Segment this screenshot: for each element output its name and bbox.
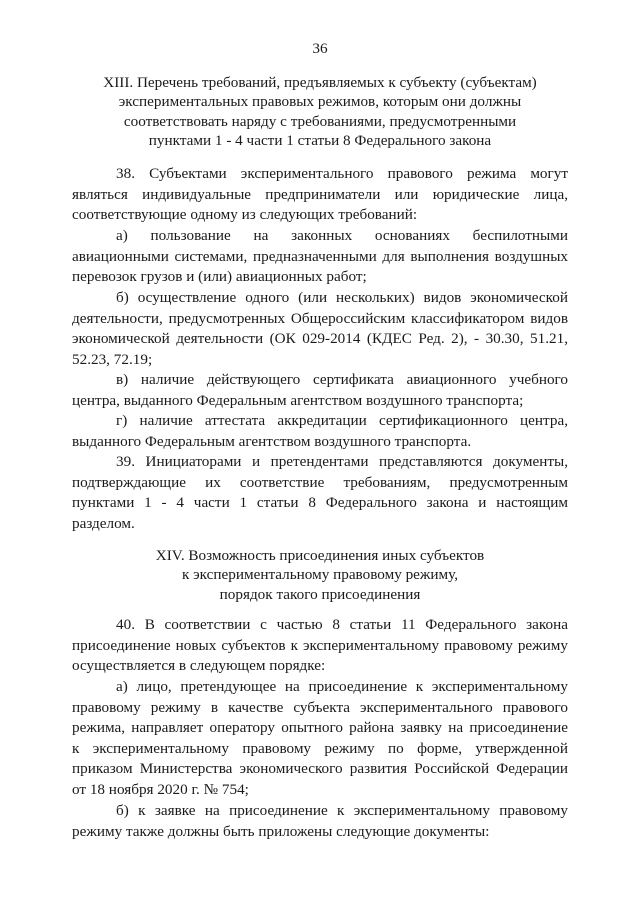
paragraph-40-b [72,801,568,842]
text-line: подтверждающие их соответствие требованиям, предусмотренным [72,473,568,491]
paragraph-38-a [72,226,568,288]
text-line: 38. Субъектами экспериментального правового режима могут [116,165,568,182]
text-line: режиму также должны быть приложены следующие документы: [72,822,490,840]
text-line: присоединение новых субъектов к экспериментальному правовому режиму [72,636,568,654]
text-line: центра, выданного Федеральным агентством воздушного транспорта; [72,391,524,409]
text-line: авиационными системами, предназначенными для выполнения воздушных [72,247,568,265]
section-14-heading [70,546,570,604]
text-line: приказом Министерства экономического развития Российской Федерации [72,760,568,778]
text-line: осуществляется в следующем порядке: [72,657,326,675]
heading-line: к экспериментальному правовому режиму, [181,566,459,584]
text-line: экономической деятельности (ОК 029-2014 (КДЕС Ред. 2), - 30.30, 51.21, [72,330,568,348]
text-line: в) наличие действующего сертификата авиационного учебного [116,371,568,388]
paragraph-38 [72,164,568,226]
text-line: перевозок грузов и (или) авиационных работ; [72,268,367,286]
text-line: 40. В соответствии с частью 8 статьи 11 Федерального закона [116,616,568,633]
text-line: правовому режиму в качестве субъекта экспериментального правового [72,698,568,716]
heading-line: соответствовать наряду с требованиями, предусмотренными [123,112,517,130]
text-line: выданного Федеральным агентством воздушного транспорта. [72,432,472,450]
text-line: 39. Инициаторами и претендентами представляются документы, [116,453,568,470]
text-line: пунктами 1 - 4 части 1 статьи 8 Федерального закона и настоящим [72,494,568,512]
text-line: деятельности, предусмотренных Общероссийским классификатором видов [72,309,568,327]
text-line: от 18 ноября 2020 г. № 754; [72,780,249,798]
text-line: являться индивидуальные предприниматели или юридические лица, [72,185,568,203]
heading-line: экспериментальных правовых режимов, которым они должны [118,93,522,111]
text-line: 52.23, 72.19; [72,350,153,368]
paragraph-38-b [72,288,568,370]
text-line: б) к заявке на присоединение к экспериментальному правовому [116,802,568,819]
heading-line: порядок такого присоединения [219,585,421,603]
paragraph-39 [72,452,568,534]
text-line: к экспериментальному правовому режиму по форме, утвержденной [72,739,568,757]
paragraph-40 [72,615,568,677]
text-line: б) осуществление одного (или нескольких) видов экономической [116,289,568,306]
text-line: режима, направляет оператору опытного района заявку на присоединение [72,719,568,737]
page-number: 36 [312,40,328,57]
text-line: а) лицо, претендующее на присоединение к экспериментальному [116,678,568,695]
text-line: разделом. [72,514,135,532]
text-line: г) наличие аттестата аккредитации сертификационного центра, [116,412,568,429]
heading-line: XIV. Возможность присоединения иных субъектов [155,547,485,564]
paragraph-40-a [72,677,568,801]
paragraph-38-g [72,411,568,452]
heading-line: пунктами 1 - 4 части 1 статьи 8 Федерального закона [148,131,492,149]
text-line: соответствующие одному из следующих требований: [72,206,418,224]
text-line: а) пользование на законных основаниях беспилотными [116,227,568,244]
heading-line: XIII. Перечень требований, предъявляемых к субъекту (субъектам) [103,74,537,91]
section-13-heading [70,73,570,150]
paragraph-38-v [72,370,568,411]
